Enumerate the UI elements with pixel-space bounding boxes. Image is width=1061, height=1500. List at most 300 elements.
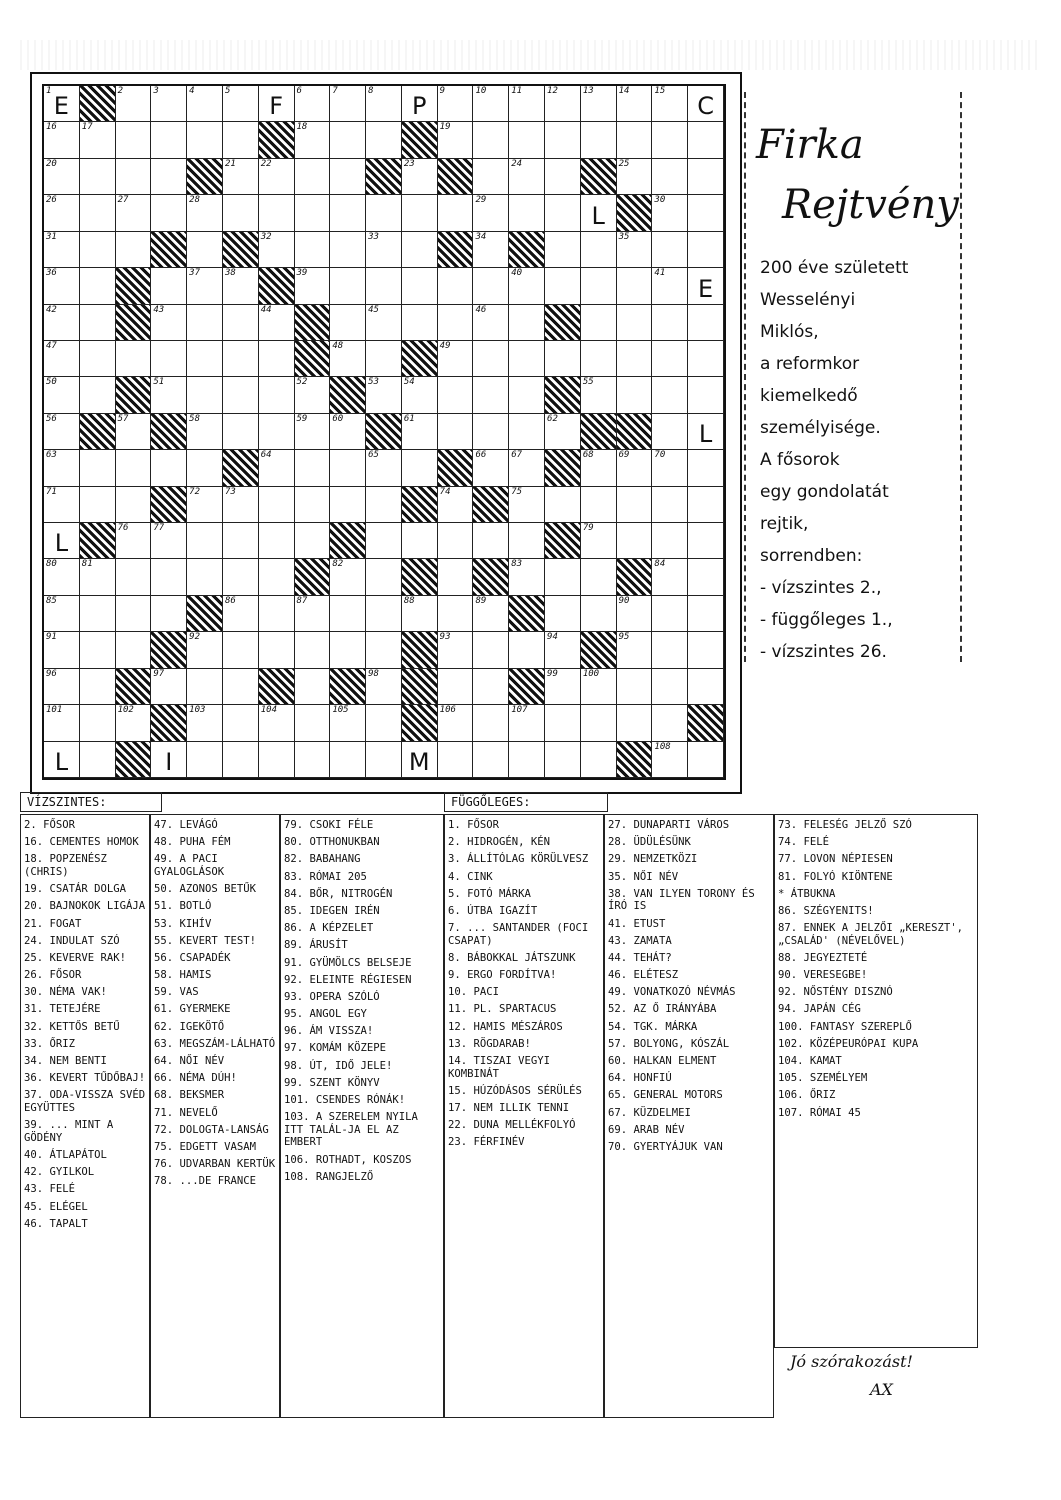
grid-cell[interactable] — [509, 559, 545, 595]
grid-cell[interactable] — [402, 596, 438, 632]
grid-cell[interactable] — [473, 414, 509, 450]
grid-cell[interactable] — [617, 305, 653, 341]
grid-cell[interactable] — [581, 450, 617, 486]
grid-cell[interactable] — [330, 268, 366, 304]
grid-cell[interactable] — [295, 669, 331, 705]
grid-cell[interactable] — [116, 523, 152, 559]
grid-cell[interactable] — [44, 559, 80, 595]
grid-cell[interactable] — [688, 195, 724, 231]
grid-cell[interactable] — [438, 523, 474, 559]
grid-cell[interactable] — [509, 487, 545, 523]
grid-cell[interactable] — [438, 195, 474, 231]
grid-cell[interactable] — [44, 195, 80, 231]
grid-cell[interactable] — [366, 523, 402, 559]
grid-cell[interactable] — [438, 341, 474, 377]
grid-cell[interactable] — [545, 341, 581, 377]
grid-cell[interactable] — [223, 742, 259, 778]
grid-cell[interactable] — [438, 377, 474, 413]
grid-cell[interactable] — [259, 159, 295, 195]
grid-cell[interactable] — [509, 122, 545, 158]
grid-cell[interactable] — [330, 232, 366, 268]
grid-cell[interactable] — [44, 268, 80, 304]
grid-cell[interactable] — [617, 341, 653, 377]
grid-cell[interactable] — [652, 159, 688, 195]
grid-cell[interactable] — [473, 268, 509, 304]
grid-cell[interactable] — [330, 159, 366, 195]
grid-cell[interactable] — [330, 122, 366, 158]
grid-cell[interactable] — [581, 377, 617, 413]
grid-cell[interactable] — [223, 195, 259, 231]
grid-cell[interactable] — [545, 705, 581, 741]
grid-cell[interactable] — [44, 86, 80, 122]
grid-cell[interactable] — [617, 632, 653, 668]
grid-cell[interactable] — [44, 742, 80, 778]
grid-cell[interactable] — [187, 559, 223, 595]
grid-cell[interactable] — [80, 450, 116, 486]
grid-cell[interactable] — [652, 86, 688, 122]
grid-cell[interactable] — [80, 705, 116, 741]
grid-cell[interactable] — [509, 86, 545, 122]
grid-cell[interactable] — [259, 341, 295, 377]
grid-cell[interactable] — [473, 523, 509, 559]
grid-cell[interactable] — [259, 632, 295, 668]
grid-cell[interactable] — [330, 487, 366, 523]
grid-cell[interactable] — [151, 596, 187, 632]
grid-cell[interactable] — [151, 523, 187, 559]
grid-cell[interactable] — [116, 705, 152, 741]
grid-cell[interactable] — [295, 705, 331, 741]
grid-cell[interactable] — [80, 232, 116, 268]
grid-cell[interactable] — [151, 450, 187, 486]
grid-cell[interactable] — [116, 632, 152, 668]
grid-cell[interactable] — [545, 122, 581, 158]
grid-cell[interactable] — [545, 232, 581, 268]
grid-cell[interactable] — [223, 705, 259, 741]
grid-cell[interactable] — [581, 705, 617, 741]
grid-cell[interactable] — [402, 232, 438, 268]
grid-cell[interactable] — [330, 596, 366, 632]
grid-cell[interactable] — [151, 268, 187, 304]
grid-cell[interactable] — [80, 341, 116, 377]
grid-cell[interactable] — [688, 742, 724, 778]
grid-cell[interactable] — [44, 305, 80, 341]
grid-cell[interactable] — [617, 377, 653, 413]
grid-cell[interactable] — [44, 232, 80, 268]
grid-cell[interactable] — [402, 195, 438, 231]
grid-cell[interactable] — [295, 742, 331, 778]
grid-cell[interactable] — [223, 487, 259, 523]
grid-cell[interactable] — [473, 377, 509, 413]
grid-cell[interactable] — [330, 559, 366, 595]
grid-cell[interactable] — [295, 232, 331, 268]
grid-cell[interactable] — [330, 450, 366, 486]
grid-cell[interactable] — [652, 268, 688, 304]
grid-cell[interactable] — [223, 377, 259, 413]
grid-cell[interactable] — [366, 341, 402, 377]
grid-cell[interactable] — [366, 86, 402, 122]
grid-cell[interactable] — [438, 487, 474, 523]
grid-cell[interactable] — [438, 414, 474, 450]
grid-cell[interactable] — [438, 86, 474, 122]
grid-cell[interactable] — [259, 195, 295, 231]
grid-cell[interactable] — [581, 523, 617, 559]
grid-cell[interactable] — [473, 632, 509, 668]
grid-cell[interactable] — [295, 86, 331, 122]
grid-cell[interactable] — [80, 596, 116, 632]
grid-cell[interactable] — [187, 705, 223, 741]
grid-cell[interactable] — [80, 669, 116, 705]
grid-cell[interactable] — [509, 414, 545, 450]
grid-cell[interactable] — [116, 414, 152, 450]
grid-cell[interactable] — [688, 596, 724, 632]
grid-cell[interactable] — [223, 341, 259, 377]
grid-cell[interactable] — [402, 268, 438, 304]
grid-cell[interactable] — [473, 86, 509, 122]
grid-cell[interactable] — [581, 305, 617, 341]
grid-cell[interactable] — [44, 487, 80, 523]
grid-cell[interactable] — [151, 159, 187, 195]
grid-cell[interactable] — [617, 487, 653, 523]
grid-cell[interactable] — [688, 268, 724, 304]
grid-cell[interactable] — [652, 705, 688, 741]
grid-cell[interactable] — [652, 305, 688, 341]
grid-cell[interactable] — [545, 742, 581, 778]
grid-cell[interactable] — [545, 669, 581, 705]
grid-cell[interactable] — [116, 232, 152, 268]
grid-cell[interactable] — [402, 159, 438, 195]
grid-cell[interactable] — [366, 742, 402, 778]
grid-cell[interactable] — [688, 232, 724, 268]
grid-cell[interactable] — [581, 122, 617, 158]
grid-cell[interactable] — [80, 377, 116, 413]
grid-cell[interactable] — [652, 450, 688, 486]
grid-cell[interactable] — [259, 523, 295, 559]
grid-cell[interactable] — [330, 414, 366, 450]
grid-cell[interactable] — [259, 596, 295, 632]
grid-cell[interactable] — [509, 523, 545, 559]
grid-cell[interactable] — [366, 450, 402, 486]
grid-cell[interactable] — [438, 596, 474, 632]
grid-cell[interactable] — [688, 559, 724, 595]
grid-cell[interactable] — [151, 305, 187, 341]
grid-cell[interactable] — [402, 305, 438, 341]
grid-cell[interactable] — [295, 268, 331, 304]
grid-cell[interactable] — [80, 487, 116, 523]
grid-cell[interactable] — [44, 632, 80, 668]
grid-cell[interactable] — [187, 341, 223, 377]
grid-cell[interactable] — [330, 86, 366, 122]
grid-cell[interactable] — [402, 742, 438, 778]
grid-cell[interactable] — [259, 450, 295, 486]
grid-cell[interactable] — [366, 232, 402, 268]
grid-cell[interactable] — [688, 414, 724, 450]
grid-cell[interactable] — [688, 450, 724, 486]
grid-cell[interactable] — [366, 377, 402, 413]
grid-cell[interactable] — [330, 341, 366, 377]
grid-cell[interactable] — [259, 705, 295, 741]
grid-cell[interactable] — [44, 122, 80, 158]
grid-cell[interactable] — [581, 268, 617, 304]
grid-cell[interactable] — [438, 559, 474, 595]
grid-cell[interactable] — [438, 122, 474, 158]
grid-cell[interactable] — [259, 86, 295, 122]
grid-cell[interactable] — [223, 305, 259, 341]
grid-cell[interactable] — [366, 305, 402, 341]
grid-cell[interactable] — [617, 232, 653, 268]
grid-cell[interactable] — [295, 632, 331, 668]
grid-cell[interactable] — [80, 122, 116, 158]
grid-cell[interactable] — [223, 86, 259, 122]
grid-cell[interactable] — [116, 487, 152, 523]
grid-cell[interactable] — [116, 195, 152, 231]
grid-cell[interactable] — [366, 268, 402, 304]
grid-cell[interactable] — [688, 341, 724, 377]
grid-cell[interactable] — [652, 632, 688, 668]
grid-cell[interactable] — [44, 377, 80, 413]
grid-cell[interactable] — [617, 523, 653, 559]
grid-cell[interactable] — [259, 305, 295, 341]
grid-cell[interactable] — [295, 523, 331, 559]
grid-cell[interactable] — [545, 414, 581, 450]
grid-cell[interactable] — [581, 86, 617, 122]
grid-cell[interactable] — [116, 86, 152, 122]
grid-cell[interactable] — [652, 195, 688, 231]
grid-cell[interactable] — [652, 377, 688, 413]
grid-cell[interactable] — [438, 632, 474, 668]
grid-cell[interactable] — [330, 632, 366, 668]
grid-cell[interactable] — [688, 122, 724, 158]
grid-cell[interactable] — [187, 414, 223, 450]
grid-cell[interactable] — [187, 632, 223, 668]
grid-cell[interactable] — [330, 195, 366, 231]
grid-cell[interactable] — [151, 669, 187, 705]
grid-cell[interactable] — [151, 122, 187, 158]
grid-cell[interactable] — [652, 523, 688, 559]
grid-cell[interactable] — [509, 195, 545, 231]
grid-cell[interactable] — [187, 122, 223, 158]
grid-cell[interactable] — [617, 86, 653, 122]
grid-cell[interactable] — [652, 122, 688, 158]
grid-cell[interactable] — [509, 377, 545, 413]
grid-cell[interactable] — [330, 742, 366, 778]
grid-cell[interactable] — [473, 669, 509, 705]
grid-cell[interactable] — [581, 487, 617, 523]
grid-cell[interactable] — [545, 596, 581, 632]
grid-cell[interactable] — [545, 195, 581, 231]
grid-cell[interactable] — [80, 559, 116, 595]
grid-cell[interactable] — [509, 305, 545, 341]
grid-cell[interactable] — [223, 268, 259, 304]
grid-cell[interactable] — [688, 305, 724, 341]
grid-cell[interactable] — [44, 414, 80, 450]
grid-cell[interactable] — [509, 159, 545, 195]
grid-cell[interactable] — [688, 487, 724, 523]
grid-cell[interactable] — [366, 669, 402, 705]
grid-cell[interactable] — [259, 559, 295, 595]
grid-cell[interactable] — [617, 450, 653, 486]
grid-cell[interactable] — [366, 122, 402, 158]
grid-cell[interactable] — [545, 632, 581, 668]
grid-cell[interactable] — [259, 414, 295, 450]
grid-cell[interactable] — [223, 414, 259, 450]
grid-cell[interactable] — [187, 523, 223, 559]
grid-cell[interactable] — [473, 742, 509, 778]
grid-cell[interactable] — [116, 559, 152, 595]
grid-cell[interactable] — [187, 377, 223, 413]
grid-cell[interactable] — [223, 159, 259, 195]
grid-cell[interactable] — [44, 450, 80, 486]
grid-cell[interactable] — [44, 596, 80, 632]
grid-cell[interactable] — [617, 268, 653, 304]
grid-cell[interactable] — [509, 705, 545, 741]
grid-cell[interactable] — [473, 305, 509, 341]
grid-cell[interactable] — [80, 742, 116, 778]
grid-cell[interactable] — [688, 523, 724, 559]
grid-cell[interactable] — [223, 669, 259, 705]
grid-cell[interactable] — [366, 596, 402, 632]
grid-cell[interactable] — [652, 559, 688, 595]
grid-cell[interactable] — [366, 559, 402, 595]
grid-cell[interactable] — [223, 523, 259, 559]
grid-cell[interactable] — [330, 705, 366, 741]
grid-cell[interactable] — [151, 377, 187, 413]
grid-cell[interactable] — [473, 450, 509, 486]
grid-cell[interactable] — [509, 341, 545, 377]
grid-cell[interactable] — [402, 414, 438, 450]
grid-cell[interactable] — [295, 377, 331, 413]
grid-cell[interactable] — [366, 487, 402, 523]
grid-cell[interactable] — [438, 268, 474, 304]
grid-cell[interactable] — [259, 742, 295, 778]
grid-cell[interactable] — [116, 122, 152, 158]
grid-cell[interactable] — [259, 487, 295, 523]
grid-cell[interactable] — [366, 705, 402, 741]
grid-cell[interactable] — [187, 232, 223, 268]
grid-cell[interactable] — [652, 596, 688, 632]
grid-cell[interactable] — [438, 705, 474, 741]
grid-cell[interactable] — [545, 487, 581, 523]
grid-cell[interactable] — [187, 742, 223, 778]
grid-cell[interactable] — [473, 232, 509, 268]
grid-cell[interactable] — [80, 632, 116, 668]
grid-cell[interactable] — [295, 195, 331, 231]
grid-cell[interactable] — [509, 632, 545, 668]
grid-cell[interactable] — [295, 414, 331, 450]
grid-cell[interactable] — [187, 195, 223, 231]
grid-cell[interactable] — [581, 742, 617, 778]
grid-cell[interactable] — [581, 232, 617, 268]
grid-cell[interactable] — [116, 596, 152, 632]
grid-cell[interactable] — [223, 632, 259, 668]
grid-cell[interactable] — [366, 195, 402, 231]
grid-cell[interactable] — [652, 669, 688, 705]
grid-cell[interactable] — [187, 268, 223, 304]
grid-cell[interactable] — [80, 268, 116, 304]
grid-cell[interactable] — [617, 159, 653, 195]
grid-cell[interactable] — [509, 268, 545, 304]
grid-cell[interactable] — [545, 559, 581, 595]
grid-cell[interactable] — [151, 341, 187, 377]
grid-cell[interactable] — [688, 632, 724, 668]
grid-cell[interactable] — [223, 596, 259, 632]
grid-cell[interactable] — [652, 232, 688, 268]
grid-cell[interactable] — [116, 159, 152, 195]
grid-cell[interactable] — [187, 305, 223, 341]
grid-cell[interactable] — [44, 705, 80, 741]
grid-cell[interactable] — [366, 632, 402, 668]
grid-cell[interactable] — [187, 487, 223, 523]
grid-cell[interactable] — [581, 341, 617, 377]
grid-cell[interactable] — [80, 305, 116, 341]
grid-cell[interactable] — [473, 341, 509, 377]
grid-cell[interactable] — [652, 414, 688, 450]
grid-cell[interactable] — [259, 377, 295, 413]
grid-cell[interactable] — [295, 596, 331, 632]
grid-cell[interactable] — [545, 86, 581, 122]
grid-cell[interactable] — [402, 86, 438, 122]
grid-cell[interactable] — [473, 122, 509, 158]
grid-cell[interactable] — [438, 742, 474, 778]
grid-cell[interactable] — [116, 450, 152, 486]
grid-cell[interactable] — [330, 305, 366, 341]
grid-cell[interactable] — [688, 159, 724, 195]
grid-cell[interactable] — [473, 596, 509, 632]
grid-cell[interactable] — [295, 159, 331, 195]
grid-cell[interactable] — [581, 669, 617, 705]
grid-cell[interactable] — [545, 159, 581, 195]
grid-cell[interactable] — [438, 305, 474, 341]
grid-cell[interactable] — [151, 195, 187, 231]
grid-cell[interactable] — [80, 195, 116, 231]
grid-cell[interactable] — [545, 268, 581, 304]
grid-cell[interactable] — [151, 86, 187, 122]
grid-cell[interactable] — [295, 450, 331, 486]
grid-cell[interactable] — [295, 122, 331, 158]
grid-cell[interactable] — [187, 450, 223, 486]
grid-cell[interactable] — [509, 742, 545, 778]
grid-cell[interactable] — [473, 159, 509, 195]
grid-cell[interactable] — [617, 122, 653, 158]
grid-cell[interactable] — [438, 669, 474, 705]
grid-cell[interactable] — [44, 523, 80, 559]
grid-cell[interactable] — [402, 377, 438, 413]
grid-cell[interactable] — [295, 487, 331, 523]
grid-cell[interactable] — [688, 86, 724, 122]
grid-cell[interactable] — [44, 159, 80, 195]
grid-cell[interactable] — [402, 450, 438, 486]
grid-cell[interactable] — [652, 742, 688, 778]
grid-cell[interactable] — [151, 559, 187, 595]
grid-cell[interactable] — [151, 742, 187, 778]
grid-cell[interactable] — [44, 669, 80, 705]
grid-cell[interactable] — [259, 232, 295, 268]
grid-cell[interactable] — [617, 705, 653, 741]
grid-cell[interactable] — [688, 377, 724, 413]
grid-cell[interactable] — [44, 341, 80, 377]
grid-cell[interactable] — [187, 86, 223, 122]
grid-cell[interactable] — [617, 596, 653, 632]
grid-cell[interactable] — [402, 523, 438, 559]
grid-cell[interactable] — [473, 705, 509, 741]
grid-cell[interactable] — [652, 341, 688, 377]
grid-cell[interactable] — [223, 122, 259, 158]
grid-cell[interactable] — [509, 450, 545, 486]
grid-cell[interactable] — [187, 669, 223, 705]
grid-cell[interactable] — [116, 341, 152, 377]
grid-cell[interactable] — [581, 195, 617, 231]
grid-cell[interactable] — [473, 195, 509, 231]
grid-cell[interactable] — [652, 487, 688, 523]
